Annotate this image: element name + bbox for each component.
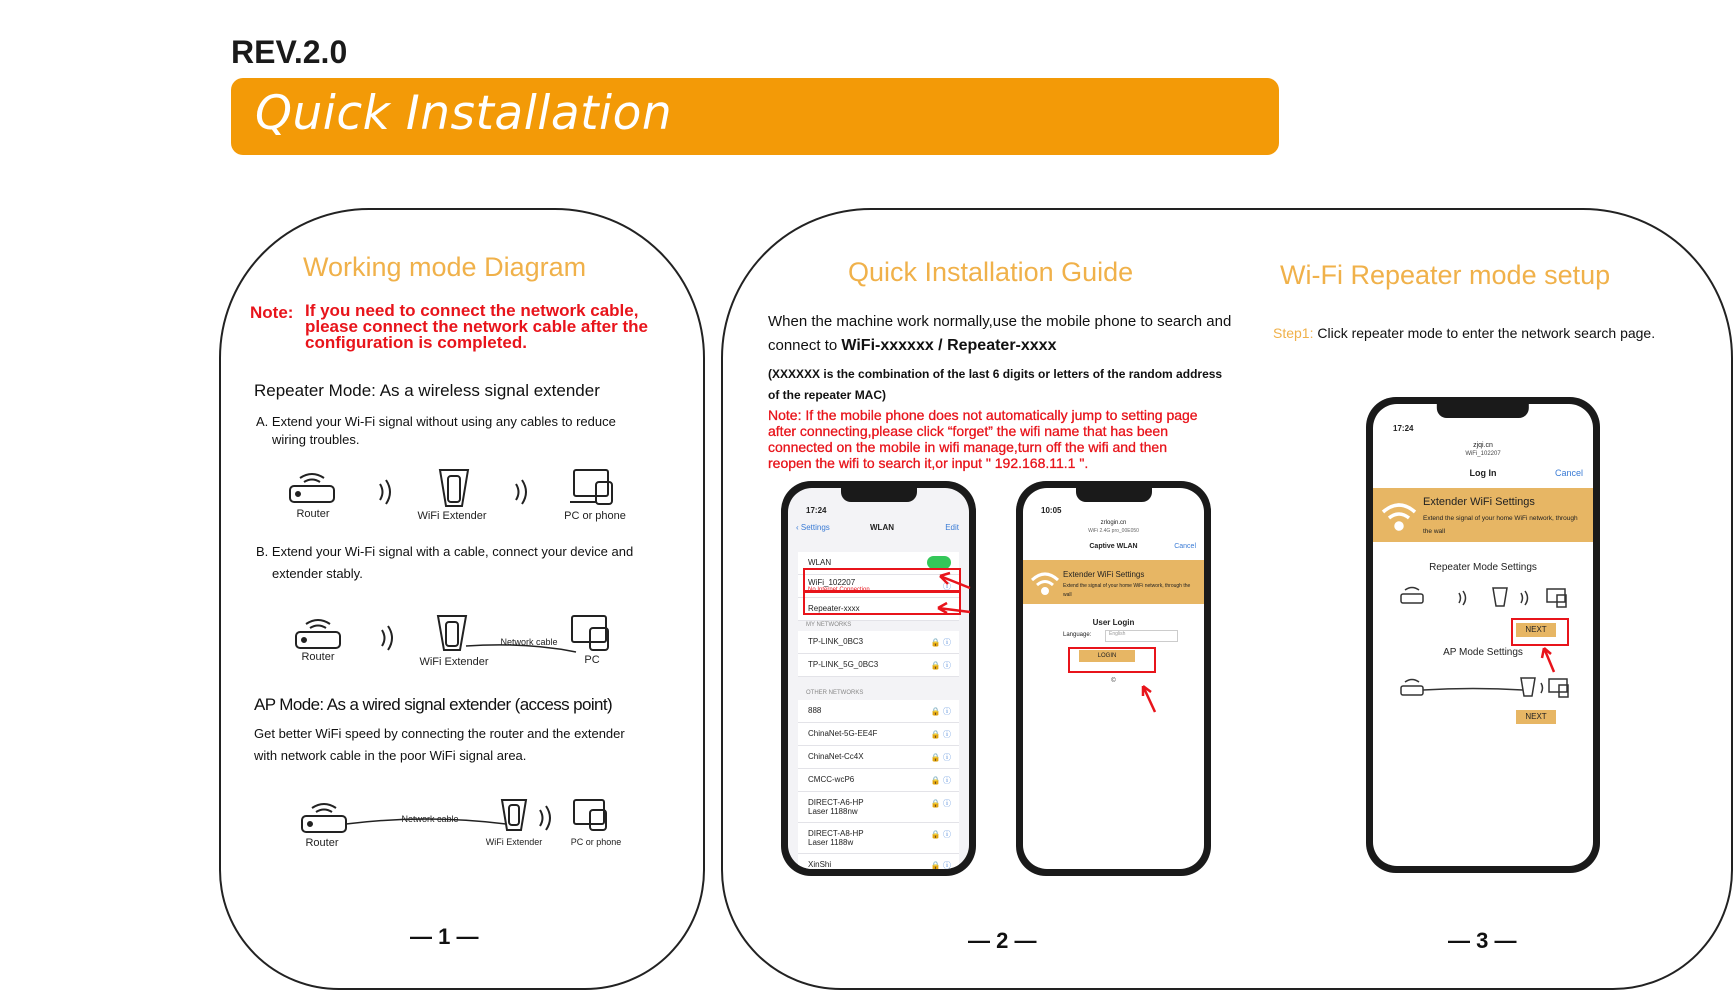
arrow-icon [940,573,970,588]
language-label: Language: [1063,632,1092,638]
nav-title: WLAN [870,523,894,532]
pc-label: PC or phone [570,837,622,847]
user-login-heading: User Login [1092,618,1135,627]
repeater-diagram [1397,584,1577,614]
intro-line [768,334,1231,358]
repeater-mode-heading: Repeater Mode Settings [1429,562,1537,573]
url-host: zjqi.cn [1473,442,1493,449]
extender-icon [438,616,466,650]
edit-link[interactable]: Edit [945,523,959,532]
guide-note [768,407,1198,471]
wifi-wave-icon [540,806,550,830]
cable-label: Network cable [401,814,459,824]
arrow-icon [1542,648,1554,672]
network-name: TP-LINK_5G_0BC3 [808,660,879,669]
ap-line: with network cable in the poor WiFi signal area. [254,748,527,763]
explain-line: (XXXXXX is the combination of the last 6 digits or letters of the random address [768,367,1223,381]
status-time: 17:24 [1393,424,1414,433]
band-subtitle: Extend the signal of your home WiFi network, through the wall [1063,583,1191,598]
wifi-wave-icon [382,626,392,650]
login-button[interactable]: LOGIN [1079,650,1135,662]
wifi-wave-icon [516,480,526,504]
network-row[interactable] [798,792,959,823]
note-line: Note: If the mobile phone does not automatically jump to setting page [768,407,1198,423]
router-label: Router [301,651,335,663]
network-row[interactable] [798,769,959,792]
note-line: reopen the wifi to search it,or input " 192.168.11.1 ". [768,455,1089,471]
extender-label: WiFi Extender [417,510,487,522]
pointer-arrows [930,570,1350,720]
item-a-line: A. Extend your Wi-Fi signal without using any cables to reduce [256,414,616,429]
repeater-setup-title: Wi-Fi Repeater mode setup [1280,260,1611,290]
network-name: XinShi [808,860,832,869]
wifi-wave-icon [380,480,390,504]
pc-phone-icon [570,470,612,504]
item-a-line: wiring troubles. [272,432,360,447]
network-name: DIRECT-A8-HP Laser 1188w [808,829,864,847]
phone-notch [1437,404,1529,418]
network-name: TP-LINK_0BC3 [808,637,864,646]
extender-label: WiFi Extender [485,837,543,847]
back-settings-link[interactable]: ‹ Settings [796,523,830,532]
banner-title: Quick Installation [255,86,673,141]
band-title: Extender WiFi Settings [1063,570,1145,579]
page-number-2: — 2 — [968,928,1037,953]
my-networks-header: MY NETWORKS [806,622,852,628]
working-mode-title: Working mode Diagram [303,252,587,282]
title-banner [231,78,1279,155]
guide-intro [768,310,1231,358]
item-b-line: extender stably. [272,566,363,581]
ap-line: Get better WiFi speed by connecting the router and the extender [254,726,625,741]
network-name: CMCC-wcP6 [808,775,855,784]
extender-settings-band [1373,488,1593,542]
login-title: Log In [1469,468,1497,478]
network-row[interactable] [798,854,959,869]
copyright: © [1111,678,1116,684]
extender-icon [440,470,468,506]
extender-icon [502,800,526,830]
url-host: zrlogin.cn [1100,520,1127,526]
router-label: Router [305,837,339,849]
info-icon[interactable]: 🔒 ⓘ [930,830,951,839]
network-name: Repeater-xxxx [808,604,860,613]
url-host-sub: WiFi_102207 [1465,451,1501,457]
item-b-line: B. Extend your Wi-Fi signal with a cable, connect your device and [256,544,634,559]
page1-note-label: Note: [250,303,294,322]
item-b-text [256,541,633,585]
pc-label: PC or phone [564,510,626,522]
explain-line: of the repeater MAC) [768,388,887,402]
info-icon[interactable]: 🔒 ⓘ [930,707,951,716]
phone-notch [840,488,916,502]
router-icon [290,474,334,502]
step1-text [1273,325,1655,341]
cancel-link[interactable]: Cancel [1174,543,1196,550]
network-row[interactable] [798,723,959,746]
network-name: 888 [808,706,822,715]
revision-label: REV.2.0 [231,34,348,70]
info-icon[interactable]: 🔒 ⓘ [930,799,951,808]
ap-mode-text [254,723,625,767]
wifi-icon [1379,498,1419,532]
router-icon [302,804,346,832]
info-icon[interactable]: 🔒 ⓘ [930,753,951,762]
network-row[interactable] [798,823,959,854]
info-icon[interactable]: 🔒 ⓘ [930,730,951,739]
language-select[interactable]: English [1105,630,1178,642]
arrow-icon [938,603,970,613]
step-text: Click repeater mode to enter the network search page. [1317,325,1656,341]
back-label: Settings [800,523,830,532]
page-number-3: — 3 — [1448,928,1517,953]
wlan-label: WLAN [808,558,832,567]
router-icon [296,620,340,648]
info-icon[interactable]: 🔒 ⓘ [930,638,951,647]
cancel-link[interactable]: Cancel [1554,468,1583,478]
intro-ssid: WiFi-xxxxxx / Repeater-xxxx [841,337,1057,354]
status-time: 10:05 [1041,506,1062,515]
cable-label: Network cable [500,637,558,647]
network-name: WiFi_102207 [808,578,856,587]
guide-explain [768,364,1222,406]
other-networks-header: OTHER NETWORKS [806,690,864,696]
quick-guide-title: Quick Installation Guide [848,257,1134,287]
network-name: ChinaNet-5G-EE4F [808,729,878,738]
note-line: connected on the mobile in wifi manage,turn off the wifi and then [768,439,1167,455]
band-subtitle: Extend the signal of your home WiFi network, through the wall [1423,515,1578,535]
repeater-next-button[interactable]: NEXT [1516,623,1556,637]
repeater-mode-heading: Repeater Mode: As a wireless signal extender [254,381,600,400]
extender-label: WiFi Extender [419,656,489,668]
note-line: please connect the network cable after the [305,317,648,336]
network-name: DIRECT-A6-HP Laser 1188nw [808,798,864,816]
page-number-1: — 1 — [410,924,479,949]
info-icon[interactable]: 🔒 ⓘ [930,776,951,785]
intro-line: When the machine work normally,use the mobile phone to search and [768,313,1232,330]
pc-phone-icon [574,800,606,830]
intro-prefix: connect to [768,337,842,354]
status-time: 17:24 [806,506,827,515]
url-host-sub: WiFi 2.4G pro_00E050 [1088,528,1139,534]
ap-mode-heading: AP Mode Settings [1443,647,1523,658]
info-icon[interactable]: 🔒 ⓘ [930,661,951,670]
step-label: Step1: [1273,325,1314,341]
note-line: after connecting,please click “forget” the wifi name that has been [768,423,1168,439]
info-icon[interactable]: 🔒 ⓘ [930,861,951,869]
network-name: ChinaNet-Cc4X [808,752,864,761]
page1-note [305,303,648,351]
note-line: configuration is completed. [305,333,527,352]
pointer-arrow-3 [1530,640,1570,680]
network-status: No Internet Connection [808,587,870,593]
phone-repeater-setup [1366,397,1600,873]
ap-next-button[interactable]: NEXT [1516,710,1556,724]
captive-title: Captive WLAN [1089,543,1138,550]
phone-notch [1075,488,1151,502]
ap-mode-heading: AP Mode: As a wired signal extender (access point) [254,695,613,714]
arrow-icon [1143,686,1155,712]
network-row[interactable] [798,746,959,769]
pc-icon [572,616,608,650]
band-title: Extender WiFi Settings [1423,496,1535,508]
pc-label: PC [584,654,600,666]
info-icon[interactable]: ⓘ [943,582,951,591]
router-label: Router [296,508,330,520]
item-a-text [256,413,616,449]
note-line: If you need to connect the network cable, [305,301,639,320]
